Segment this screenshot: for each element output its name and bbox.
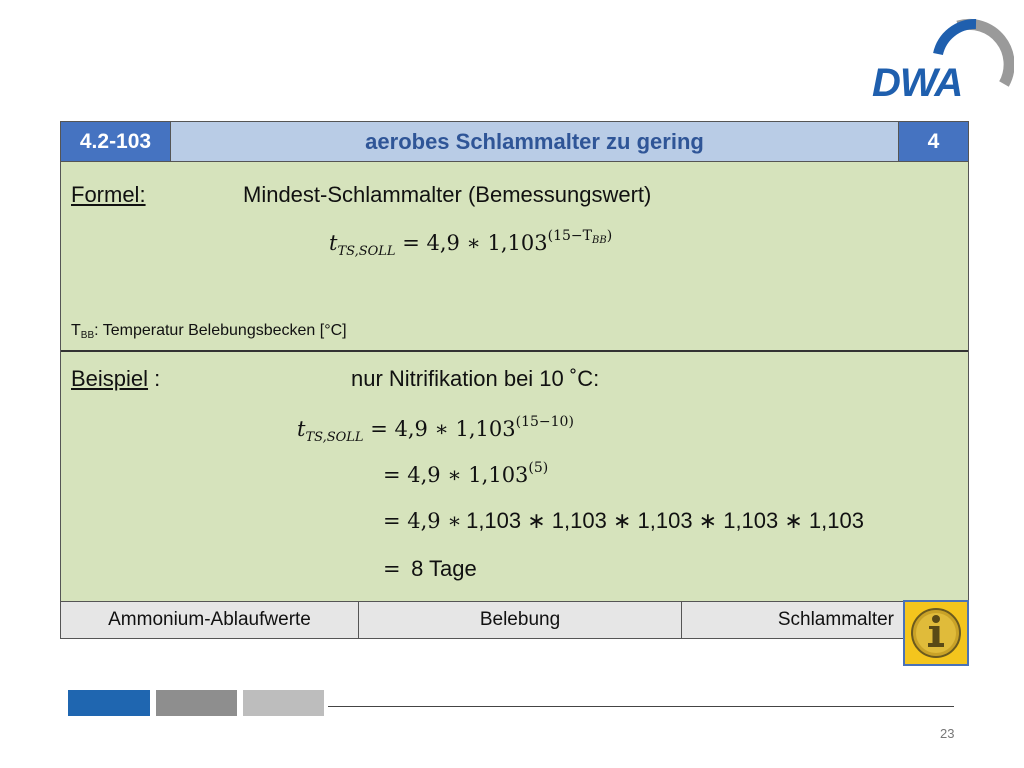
- formula-lhs: t: [329, 231, 338, 255]
- footer-rule: [328, 706, 954, 707]
- example-line4-prefix: =: [383, 557, 401, 581]
- svg-text:DWA: DWA: [872, 61, 963, 104]
- example-line-2: [383, 460, 548, 487]
- example-section: [61, 352, 968, 602]
- formula-equation: [329, 228, 612, 259]
- measure-card: [60, 121, 969, 639]
- note-text: : Temperatur Belebungsbecken [°C]: [94, 322, 347, 339]
- footer-bar-blue: [68, 690, 150, 716]
- example-heading: nur Nitrifikation bei 10 ˚C:: [351, 366, 600, 391]
- info-icon: [906, 603, 966, 663]
- measure-code: 4.2-103: [61, 122, 171, 161]
- link-belebung[interactable]: Belebung: [359, 602, 682, 638]
- measure-title: aerobes Schlammalter zu gering: [171, 122, 899, 161]
- example-label-suffix: :: [148, 366, 161, 391]
- example-label-wrap: [71, 366, 160, 392]
- dwa-logo: [866, 14, 1014, 104]
- note-prefix: T: [71, 322, 81, 339]
- example-line2-rhs: = 4,9 ∗ 1,103: [383, 463, 529, 487]
- example-label: Beispiel: [71, 366, 149, 391]
- example-lhs-sub: TS,SOLL: [305, 430, 364, 445]
- formula-exp: (15−T: [547, 228, 592, 244]
- example-line2-exp: (5): [528, 460, 549, 476]
- formula-rhs: = 4,9 ∗ 1,103: [402, 231, 548, 255]
- example-line3-prefix: = 4,9 ∗: [383, 509, 462, 533]
- info-button[interactable]: [903, 600, 969, 666]
- example-line-3: [383, 508, 864, 534]
- page-number: 23: [940, 726, 955, 741]
- footer-bar-light: [243, 690, 324, 716]
- example-line3-rest: 1,103 ∗ 1,103 ∗ 1,103 ∗ 1,103 ∗ 1,103: [466, 508, 864, 533]
- footer-bar-gray: [156, 690, 237, 716]
- formula-exp-close: ): [606, 228, 613, 244]
- link-ammonium-ablaufwerte[interactable]: Ammonium-Ablaufwerte: [61, 602, 359, 638]
- formula-label: Formel:: [71, 182, 146, 207]
- example-line-1: [297, 414, 574, 445]
- example-line1-exp: (15−10): [515, 414, 574, 430]
- card-header: [61, 122, 968, 162]
- formula-lhs-sub: TS,SOLL: [337, 244, 396, 259]
- example-line-4: [383, 556, 477, 582]
- formula-section: [61, 162, 968, 352]
- note-sub: BB: [80, 330, 95, 341]
- measure-number: 4: [899, 122, 968, 161]
- example-result: 8 Tage: [411, 556, 477, 581]
- example-line1-rhs: = 4,9 ∗ 1,103: [370, 417, 516, 441]
- formula-note: [71, 322, 347, 341]
- formula-heading: Mindest-Schlammalter (Bemessungswert): [243, 182, 652, 207]
- formula-exp-sub: BB: [592, 235, 607, 246]
- example-lhs: t: [297, 417, 306, 441]
- link-schlammalter[interactable]: Schlammalter: [777, 609, 894, 630]
- footer-links: [61, 602, 968, 638]
